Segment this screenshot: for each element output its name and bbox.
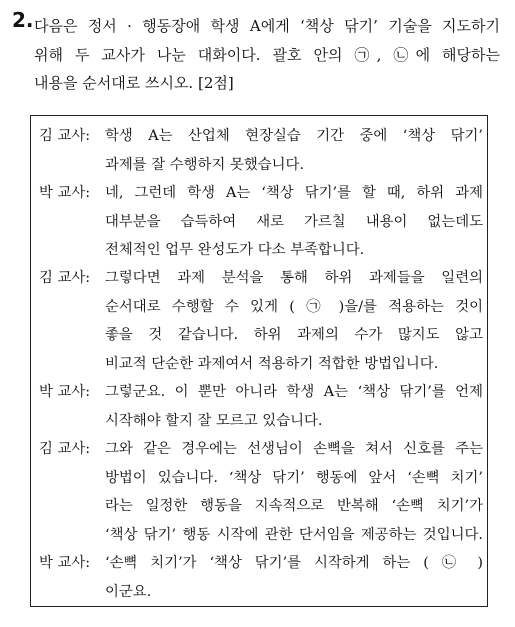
speaker-label: 박 교사: (39, 555, 91, 571)
speaker-label: 김 교사: (39, 128, 91, 144)
speech (105, 549, 483, 606)
speaker-label: 김 교사: (39, 270, 91, 286)
speech-line: 라는 일정한 행동을 지속적으로 반복해 ‘손뼉 치기’가 (105, 498, 483, 515)
speech-line: 이군요. (105, 583, 152, 600)
speaker-label: 김 교사: (39, 441, 91, 457)
speech (105, 264, 483, 378)
speech-line: ‘손뼉 치기’가 ‘책상 닦기’를 시작하게 하는 ( ㉡ ) (105, 555, 483, 571)
speech-line: 비교적 단순한 과제여서 적용하기 적합한 방법입니다. (105, 355, 439, 372)
prompt-line: 다음은 정서 · 행동장애 학생 A에게 ‘책상 닦기’ 기술을 지도하기 (34, 17, 500, 35)
dialogue-box (30, 115, 488, 607)
speech-line: 순서대로 수행할 수 있게 ( ㉠ )을/를 적용하는 것이 (105, 298, 483, 315)
prompt-line: 내용을 순서대로 쓰시오. [2점] (34, 74, 234, 93)
speech (105, 435, 483, 549)
speech-line: ‘책상 닦기’ 행동 시작에 관한 단서임을 제공하는 것입니다. (105, 526, 483, 543)
question-prompt (34, 12, 500, 98)
speech-line: 그렇군요. 이 뿐만 아니라 학생 A는 ‘책상 닦기’를 언제 (105, 384, 483, 400)
speech-line: 네, 그런데 학생 A는 ‘책상 닦기’를 할 때, 하위 과제 (105, 185, 483, 201)
speech (105, 179, 483, 265)
speech (105, 378, 483, 435)
speech-line: 전체적인 업무 완성도가 다소 부족합니다. (105, 242, 365, 259)
speech-line: 그렇다면 과제 분석을 통해 하위 과제들을 일련의 (105, 270, 483, 286)
speaker-label: 박 교사: (39, 384, 91, 400)
speech-line: 방법이 있습니다. ‘책상 닦기’ 행동에 앞서 ‘손뼉 치기’ (105, 469, 483, 486)
speech-line: 대부분을 습득하여 새로 가르칠 내용이 없는데도 (105, 213, 483, 230)
speech-line: 시작해야 할지 잘 모르고 있습니다. (105, 412, 323, 429)
speaker-label: 박 교사: (39, 185, 91, 201)
speech (105, 122, 483, 179)
speech-line: 그와 같은 경우에는 선생님이 손뼉을 쳐서 신호를 주는 (105, 441, 483, 457)
speech-line: 과제를 잘 수행하지 못했습니다. (105, 156, 305, 173)
question-number: 2. (12, 8, 34, 32)
speech-line: 좋을 것 같습니다. 하위 과제의 수가 많지도 않고 (105, 327, 483, 344)
prompt-line: 위해 두 교사가 나눈 대화이다. 괄호 안의 ㉠, ㉡에 해당하는 (34, 45, 500, 64)
speech-line: 학생 A는 산업체 현장실습 기간 중에 ‘책상 닦기’ (105, 128, 483, 144)
